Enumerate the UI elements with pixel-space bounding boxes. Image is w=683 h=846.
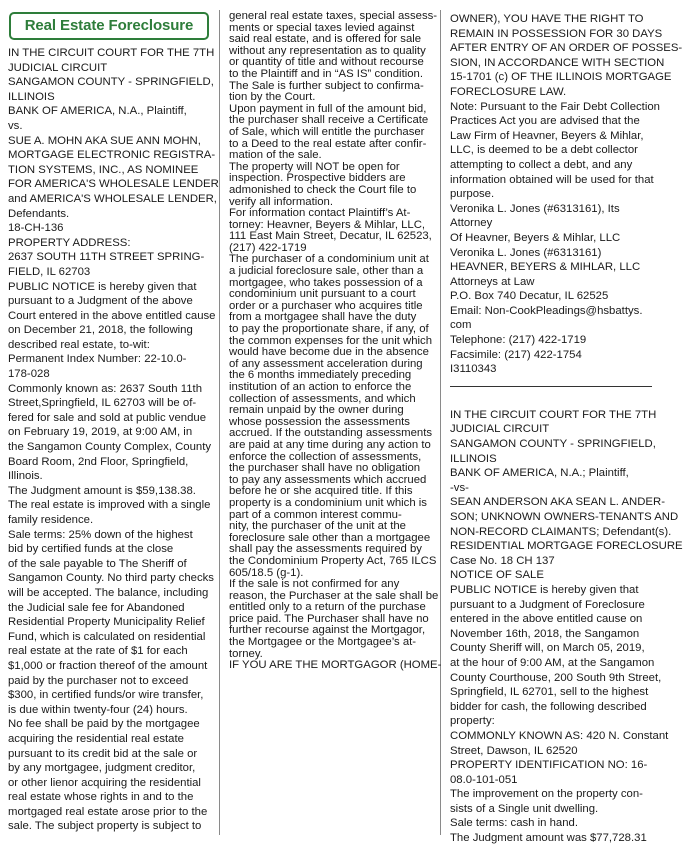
column-divider xyxy=(440,10,441,835)
text-line: Sale terms: 25% down of the highest xyxy=(8,528,193,541)
text-line: Veronika L. Jones (#6313161), Its xyxy=(450,202,620,215)
text-line: of Sale, which will entitle the purchaser xyxy=(229,125,425,138)
text-line: Law Firm of Heavner, Beyers & Mihlar, xyxy=(450,129,644,142)
text-line: Attorneys at Law xyxy=(450,275,535,288)
text-line: are paid at any time during any action to xyxy=(229,438,431,451)
notice-1-part-2 xyxy=(229,9,442,673)
text-line: Sangamon County. No third party checks xyxy=(8,572,214,585)
text-line: LLC, is deemed to be a debt collector xyxy=(450,144,638,157)
text-line: property: xyxy=(450,715,495,728)
text-line: RESIDENTIAL MORTGAGE FORECLOSURE xyxy=(450,540,683,553)
text-line: family residence. xyxy=(8,514,94,526)
text-line: bidder for cash, the following described xyxy=(450,700,647,713)
text-line: and AMERICA'S WHOLESALE LENDER, xyxy=(8,192,217,205)
text-line: sists of a Single unit dwelling. xyxy=(450,802,599,815)
text-line: paid by the purchaser not to exceed xyxy=(8,674,189,687)
text-line: Facsimile: (217) 422-1754 xyxy=(450,348,582,361)
text-line: the Condominium Property Act, 765 ILCS xyxy=(229,554,437,567)
text-line: Attorney xyxy=(450,217,493,230)
notice-1-part-3 xyxy=(450,12,683,377)
text-line: further recourse against the Mortgagor, xyxy=(229,624,426,637)
text-line: the Judicial sale fee for Abandoned xyxy=(8,601,185,614)
text-line: NON-RECORD CLAIMANTS; Defendant(s). xyxy=(450,525,672,538)
text-line: to the Plaintiff and in “AS IS” condition. xyxy=(229,67,424,80)
text-line: or quantity of title and without recourse xyxy=(229,56,424,69)
text-line: information obtained will be used for that xyxy=(450,173,654,186)
text-line: PUBLIC NOTICE is hereby given that xyxy=(450,583,639,596)
text-line: real estate at the rate of $1 for each xyxy=(8,645,188,658)
text-line: 15-1701 (c) OF THE ILLINOIS MORTGAGE xyxy=(450,71,672,84)
text-line: PROPERTY ADDRESS: xyxy=(8,236,131,249)
text-line: P.O. Box 740 Decatur, IL 62525 xyxy=(450,290,609,303)
text-line: The improvement on the property con- xyxy=(450,788,643,801)
text-line: mortgaged real estate arose prior to the xyxy=(8,805,208,818)
text-line: entitled only to a return of the purchase xyxy=(229,601,426,614)
text-line: collection of assessments, and which xyxy=(229,392,416,405)
text-line: ILLINOIS xyxy=(450,452,497,465)
text-line: SANGAMON COUNTY - SPRINGFIELD, xyxy=(450,438,656,451)
text-line: NOTICE OF SALE xyxy=(450,569,544,582)
text-line: ments or special taxes levied against xyxy=(229,21,415,34)
text-line: to a Deed to the real estate after confir- xyxy=(229,137,427,150)
text-line: IN THE CIRCUIT COURT FOR THE 7TH xyxy=(450,408,657,421)
text-line: County Sheriff will, on March 05, 2019, xyxy=(450,642,645,655)
text-line: mation of the sale. xyxy=(229,149,322,162)
text-line: Permanent Index Number: 22-10.0- xyxy=(8,353,187,366)
text-line: The Judgment amount is $59,138.38. xyxy=(8,484,196,497)
text-line: IN THE CIRCUIT COURT FOR THE 7TH xyxy=(8,47,215,59)
text-line: The Sale is further subject to confirma- xyxy=(229,79,424,92)
text-line: mortgagee, who takes possession of a xyxy=(229,276,423,289)
text-line: a judicial foreclosure sale, other than a xyxy=(229,265,424,278)
text-line: 2637 SOUTH 11TH STREET SPRING- xyxy=(8,251,205,264)
text-line: from a mortgagee shall have the duty xyxy=(229,311,417,324)
text-line: Veronika L. Jones (#6313161) xyxy=(450,246,602,259)
text-line: The purchaser of a condominium unit at xyxy=(229,253,429,266)
notice-2 xyxy=(450,408,683,846)
text-line: inspection. Prospective bidders are xyxy=(229,172,406,185)
text-line: property is a condominium unit which is xyxy=(229,496,427,509)
text-line: FOR AMERICA'S WHOLESALE LENDER xyxy=(8,178,219,191)
column-divider xyxy=(219,10,220,835)
text-line: FORECLOSURE LAW. xyxy=(450,85,567,98)
text-line: is due within twenty-four (24) hours. xyxy=(8,703,188,716)
text-line: Sale terms: cash in hand. xyxy=(450,817,578,830)
section-header: Real Estate Foreclosure xyxy=(9,12,209,40)
text-line: BANK OF AMERICA, N.A., Plaintiff, xyxy=(8,105,187,118)
text-line: would have become due in the absence xyxy=(229,346,429,359)
text-line: fered for sale and sold at public vendue xyxy=(8,411,207,424)
text-line: bid by certified funds at the close xyxy=(8,543,174,556)
text-line: on February 19, 2019, at 9:00 AM, in xyxy=(8,426,193,439)
text-line: Email: Non-CookPleadings@hsbattys. xyxy=(450,304,643,317)
text-line: vs. xyxy=(8,119,23,132)
text-line: entered in the above entitled cause on xyxy=(450,613,643,626)
text-line: without any representation as to quality xyxy=(229,44,426,57)
text-line: SUE A. MOHN AKA SUE ANN MOHN, xyxy=(8,134,201,147)
text-line: Of Heavner, Beyers & Mihlar, LLC xyxy=(450,231,621,244)
text-line: the 6 months immediately preceding xyxy=(229,369,412,382)
text-line: Upon payment in full of the amount bid, xyxy=(229,102,427,115)
text-line: before he or she acquired title. If this xyxy=(229,485,413,498)
text-line: price paid. The Purchaser shall have no xyxy=(229,612,429,625)
text-line: 111 East Main Street, Decatur, IL 62523, xyxy=(229,230,432,243)
text-line: purpose. xyxy=(450,188,495,201)
text-line: SON; UNKNOWN OWNERS-TENANTS AND xyxy=(450,511,679,523)
text-line: pursuant to a Judgment of the above xyxy=(8,295,193,308)
text-line: torney. xyxy=(229,647,263,660)
text-line: County Courthouse, 200 South 9th Street, xyxy=(450,671,662,684)
text-line: of the sale payable to The Sheriff of xyxy=(8,557,187,570)
text-line: torney: Heavner, Beyers & Mihlar, LLC, xyxy=(229,218,426,231)
text-line: of any assessment acceleration during xyxy=(229,357,423,370)
text-line: verify all information. xyxy=(229,195,334,208)
text-line: on December 21, 2018, the following xyxy=(8,324,193,337)
text-line: Springfield, IL 62701, sell to the highest xyxy=(450,686,649,699)
text-line: $300, in certified funds/or wire transfer, xyxy=(8,689,204,702)
text-line: condominium unit pursuant to a court xyxy=(229,288,416,301)
text-line: 18-CH-136 xyxy=(8,222,64,235)
text-line: REMAIN IN POSSESSION FOR 30 DAYS xyxy=(450,27,663,40)
text-line: Residential Property Municipality Relief xyxy=(8,616,205,629)
text-line: Illinois. xyxy=(8,470,43,483)
text-line: For information contact Plaintiff’s At- xyxy=(229,207,411,220)
text-line: Defendants. xyxy=(8,207,70,220)
text-line: by any mortgagee, judgment creditor, xyxy=(8,762,196,775)
text-line: IF YOU ARE THE MORTGAGOR (HOME- xyxy=(229,659,442,672)
text-line: at the hour of 9:00 AM, at the Sangamon xyxy=(450,656,655,669)
text-line: foreclosure sale other than a mortgagee xyxy=(229,531,431,544)
text-line: Note: Pursuant to the Fair Debt Collection xyxy=(450,100,660,113)
column-3 xyxy=(450,12,683,846)
text-line: The property will NOT be open for xyxy=(229,160,400,173)
text-line: Practices Act you are advised that the xyxy=(450,115,640,128)
text-line: whose possession the assessments xyxy=(229,415,410,428)
text-line: general real estate taxes, special assess- xyxy=(229,10,438,22)
text-line: institution of an action to enforce the xyxy=(229,381,412,393)
text-line: com xyxy=(450,319,472,332)
notice-1-part-1 xyxy=(8,46,219,834)
text-line: real estate whose rights in and to the xyxy=(8,791,194,804)
text-line: $1,000 or fraction thereof of the amount xyxy=(8,659,208,672)
text-line: AFTER ENTRY OF AN ORDER OF POSSES- xyxy=(450,42,683,55)
text-line: The Judgment amount was $77,728.31 xyxy=(450,832,647,845)
text-line: the Mortgagee or the Mortgagee’s at- xyxy=(229,636,417,649)
text-line: TION SYSTEMS, INC., AS NOMINEE xyxy=(8,163,199,176)
text-line: 178-028 xyxy=(8,368,50,381)
text-line: Court entered in the above entitled cause xyxy=(8,309,216,322)
text-line: November 16th, 2018, the Sangamon xyxy=(450,627,640,640)
text-line: SION, IN ACCORDANCE WITH SECTION xyxy=(450,56,665,69)
text-line: PUBLIC NOTICE is hereby given that xyxy=(8,280,197,293)
text-line: part of a common interest commu- xyxy=(229,508,402,521)
text-line: acquiring the residential real estate xyxy=(8,732,184,745)
text-line: enforce the collection of assessments, xyxy=(229,450,422,463)
text-line: nity, the purchaser of the unit at the xyxy=(229,520,406,533)
text-line: If the sale is not confirmed for any xyxy=(229,578,400,591)
text-line: SEAN ANDERSON AKA SEAN L. ANDER- xyxy=(450,496,665,509)
text-line: JUDICIAL CIRCUIT xyxy=(8,61,108,74)
text-line: pursuant to a Judgment of Foreclosure xyxy=(450,598,645,611)
text-line: said real estate, and is offered for sale xyxy=(229,33,422,46)
text-line: Street, Dawson, IL 62520 xyxy=(450,744,578,757)
text-line: FIELD, IL 62703 xyxy=(8,265,91,278)
text-line: SANGAMON COUNTY - SPRINGFIELD, xyxy=(8,76,214,89)
text-line: reason, the Purchaser at the sale shall be xyxy=(229,589,439,602)
text-line: admonished to check the Court file to xyxy=(229,183,417,196)
text-line: tion by the Court. xyxy=(229,91,316,104)
text-line: BANK OF AMERICA, N.A.; Plaintiff, xyxy=(450,467,629,480)
text-line: to pay any assessments which accrued xyxy=(229,473,427,486)
text-line: COMMONLY KNOWN AS: 420 N. Constant xyxy=(450,729,669,742)
text-line: Fund, which is calculated on residential xyxy=(8,630,206,643)
text-line: 08.0-101-051 xyxy=(450,773,518,786)
text-line: or other lienor acquiring the residential xyxy=(8,776,201,789)
text-line: the common expenses for the unit which xyxy=(229,334,433,347)
text-line: PROPERTY IDENTIFICATION NO: 16- xyxy=(450,759,648,772)
text-line: No fee shall be paid by the mortgagee xyxy=(8,718,200,731)
text-line: pursuant to its credit bid at the sale or xyxy=(8,747,198,760)
text-line: will be accepted. The balance, including xyxy=(8,586,209,599)
text-line: Board Room, 2nd Floor, Springfield, xyxy=(8,455,189,468)
text-line: (217) 422-1719 xyxy=(229,241,307,254)
text-line: OWNER), YOU HAVE THE RIGHT TO xyxy=(450,13,644,25)
text-line: to pay the proportionate share, if any, of xyxy=(229,323,429,336)
text-line: remain unpaid by the owner during xyxy=(229,404,404,417)
column-1 xyxy=(8,12,219,834)
text-line: HEAVNER, BEYERS & MIHLAR, LLC xyxy=(450,261,641,274)
text-line: order or a purchaser who acquires title xyxy=(229,299,423,312)
text-line: Telephone: (217) 422-1719 xyxy=(450,334,587,347)
text-line: 605/18.5 (g-1). xyxy=(229,566,304,579)
column-2 xyxy=(229,10,442,673)
text-line: MORTGAGE ELECTRONIC REGISTRA- xyxy=(8,149,216,162)
notice-separator-rule xyxy=(450,386,652,387)
text-line: -vs- xyxy=(450,481,469,494)
text-line: the purchaser shall receive a Certificate xyxy=(229,114,429,127)
text-line: shall pay the assessments required by xyxy=(229,543,422,556)
text-line: I3110343 xyxy=(450,363,497,376)
text-line: described real estate, to-wit: xyxy=(8,338,150,351)
text-line: sale. The subject property is subject to xyxy=(8,820,202,833)
text-line: the purchaser shall have no obligation xyxy=(229,462,421,475)
text-line: the Sangamon County Complex, County xyxy=(8,441,212,454)
text-line: accrued. If the outstanding assessments xyxy=(229,427,433,440)
text-line: Street,Springfield, IL 62703 will be of- xyxy=(8,397,197,410)
text-line: ILLINOIS xyxy=(8,90,55,103)
text-line: Case No. 18 CH 137 xyxy=(450,554,555,567)
text-line: The real estate is improved with a single xyxy=(8,499,211,512)
text-line: attempting to collect a debt, and any xyxy=(450,158,633,171)
text-line: JUDICIAL CIRCUIT xyxy=(450,423,550,436)
text-line: Commonly known as: 2637 South 11th xyxy=(8,382,203,395)
